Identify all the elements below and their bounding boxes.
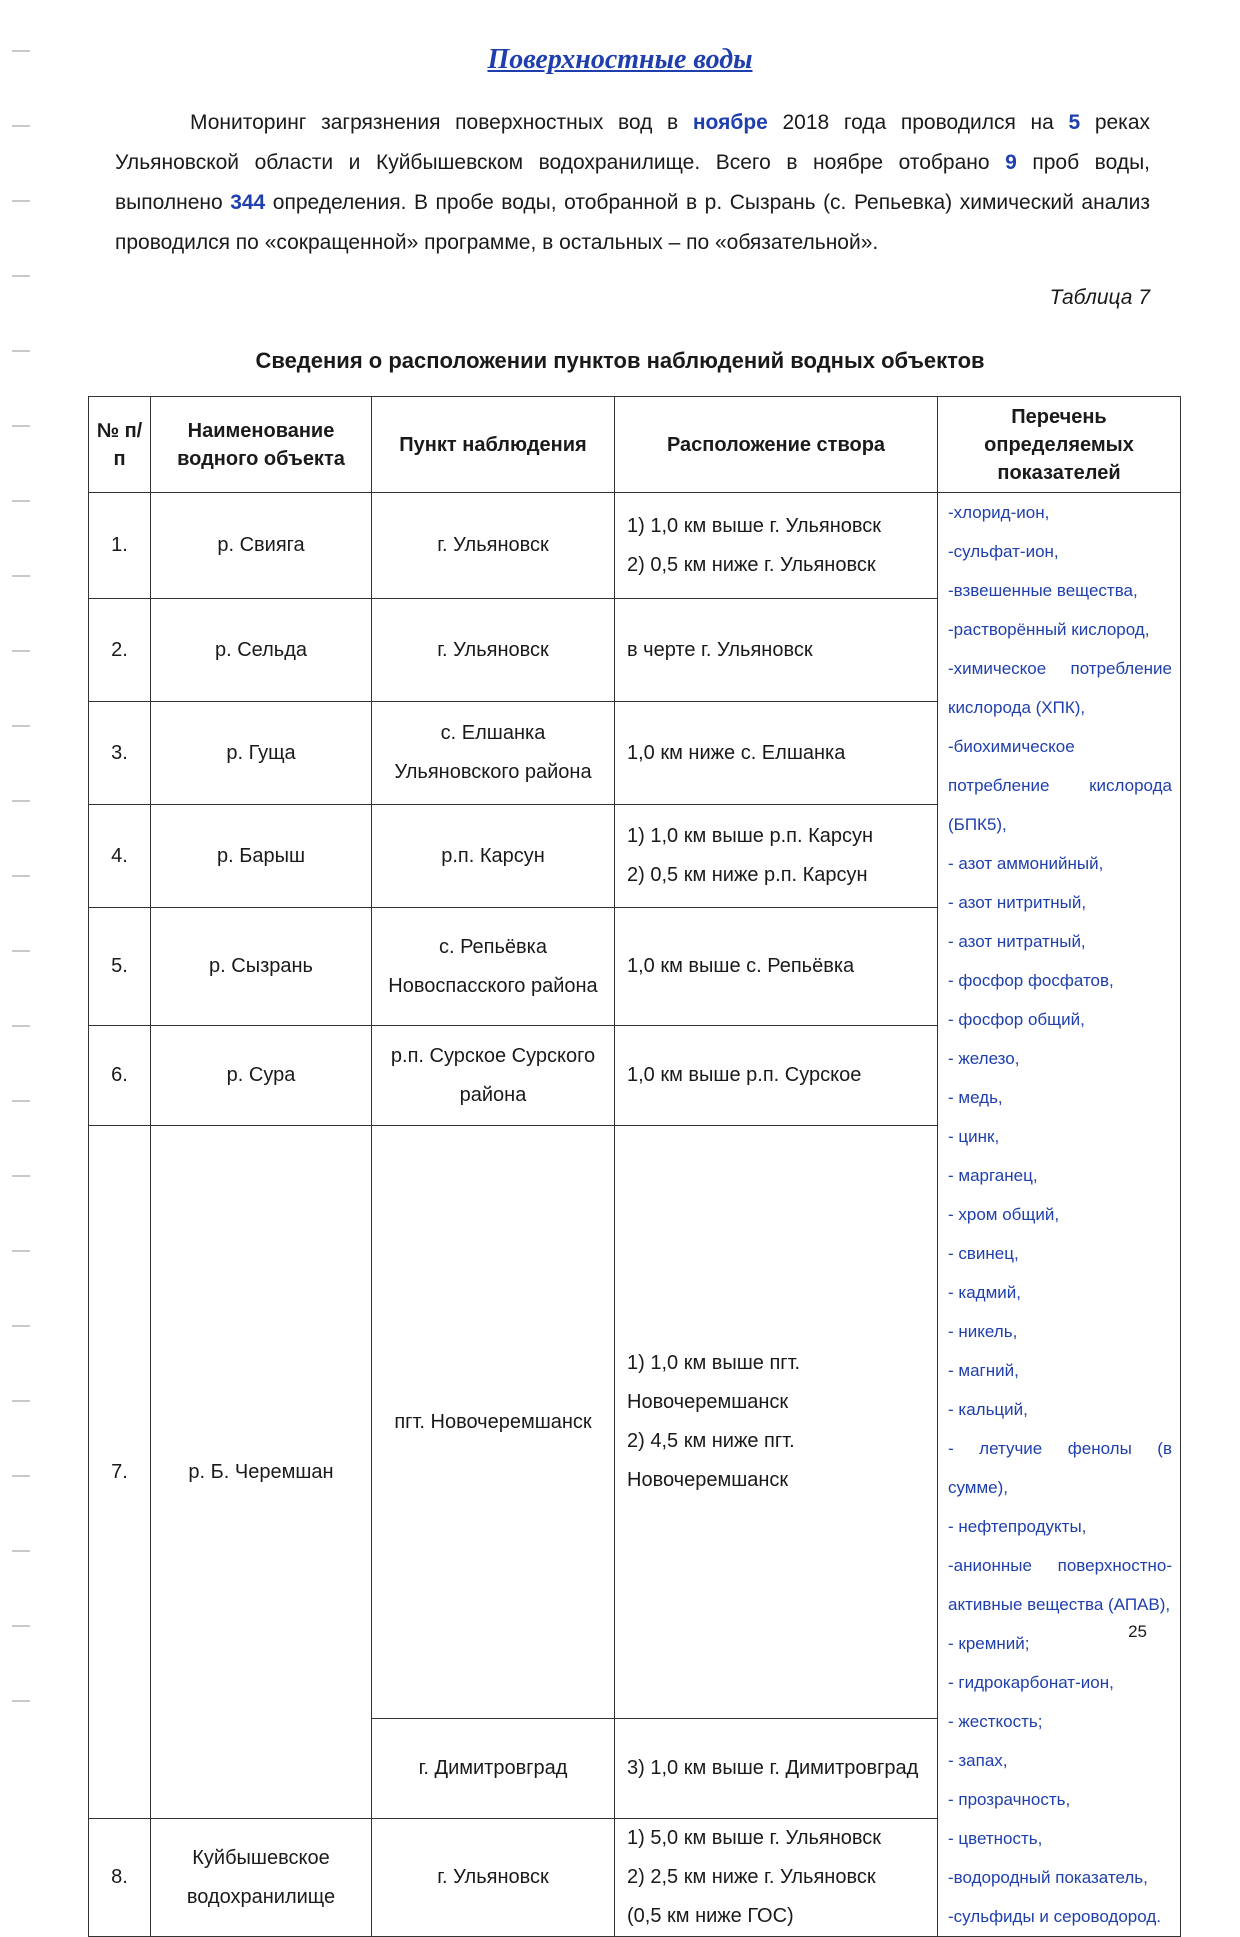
binder-tick bbox=[12, 1550, 30, 1552]
location-line: 3) 1,0 км выше г. Димитровград bbox=[627, 1757, 919, 1779]
observation-point: г. Ульяновск bbox=[372, 599, 615, 702]
location-line: 1,0 км выше р.п. Сурское bbox=[627, 1064, 862, 1086]
indicator-item: - фосфор общий, bbox=[948, 1010, 1085, 1029]
indicator-item: - нефтепродукты, bbox=[948, 1517, 1087, 1536]
observation-point: г. Ульяновск bbox=[372, 493, 615, 599]
header-indicators: Перечень определяемых показателей bbox=[938, 397, 1181, 493]
binder-tick bbox=[12, 1100, 30, 1102]
observation-point: г. Ульяновск bbox=[372, 1819, 615, 1937]
section-location bbox=[615, 908, 938, 1026]
indicator-item: - хром общий, bbox=[948, 1205, 1060, 1224]
observation-point: с. Репьёвка Новоспасского района bbox=[372, 908, 615, 1026]
page-title: Поверхностные воды bbox=[487, 44, 753, 75]
water-body-name: р. Сельда bbox=[151, 599, 372, 702]
indicator-item: - никель, bbox=[948, 1322, 1018, 1341]
intro-text-3: реках Ульяновской области и Куйбышевском водохранилище. Всего в ноябре отобрано bbox=[115, 111, 1151, 174]
section-location bbox=[615, 599, 938, 702]
section-location bbox=[615, 1719, 938, 1819]
table-number: Таблица 7 bbox=[1049, 286, 1150, 309]
indicator-item: - свинец, bbox=[948, 1244, 1019, 1263]
section-location bbox=[615, 1126, 938, 1719]
binder-tick bbox=[12, 1250, 30, 1252]
indicator-item: - цинк, bbox=[948, 1127, 1000, 1146]
intro-determinations-count: 344 bbox=[230, 191, 266, 214]
indicator-item: -сульфат-ион, bbox=[948, 542, 1059, 561]
row-num: 2. bbox=[89, 599, 151, 702]
binder-tick bbox=[12, 875, 30, 877]
binder-tick bbox=[12, 950, 30, 952]
indicator-item: -анионные поверхностно-активные вещества (АПАВ), bbox=[948, 1556, 1172, 1614]
location-line: (0,5 км ниже ГОС) bbox=[627, 1905, 794, 1927]
water-body-name: р. Барыш bbox=[151, 805, 372, 908]
row-num: 8. bbox=[89, 1819, 151, 1937]
indicator-item: -сульфиды и сероводород. bbox=[948, 1907, 1161, 1926]
indicator-item: - прозрачность, bbox=[948, 1790, 1071, 1809]
indicator-item: -химическое потребление кислорода (ХПК), bbox=[948, 659, 1172, 717]
header-name: Наименование водного объекта bbox=[151, 397, 372, 493]
indicator-item: - кадмий, bbox=[948, 1283, 1021, 1302]
binder-tick bbox=[12, 1475, 30, 1477]
indicator-item: - азот аммонийный, bbox=[948, 854, 1104, 873]
table-title: Сведения о расположении пунктов наблюдений водных объектов bbox=[255, 348, 985, 373]
observation-point: г. Димитровград bbox=[372, 1719, 615, 1819]
location-line: 1) 5,0 км выше г. Ульяновск bbox=[627, 1827, 882, 1849]
intro-text-1: Мониторинг загрязнения поверхностных вод в bbox=[190, 111, 693, 134]
indicator-item: -хлорид-ион, bbox=[948, 503, 1050, 522]
indicator-item: - железо, bbox=[948, 1049, 1020, 1068]
table-header-row bbox=[89, 397, 1181, 493]
table-row bbox=[89, 493, 1181, 599]
section-location bbox=[615, 1026, 938, 1126]
binder-tick bbox=[12, 1025, 30, 1027]
location-line: 2) 0,5 км ниже р.п. Карсун bbox=[627, 864, 868, 886]
location-line: 1,0 км выше с. Репьёвка bbox=[627, 955, 855, 977]
binder-tick bbox=[12, 1325, 30, 1327]
binder-tick bbox=[12, 725, 30, 727]
header-num: № п/п bbox=[89, 397, 151, 493]
location-line: 1) 1,0 км выше р.п. Карсун bbox=[627, 825, 874, 847]
indicators-list bbox=[938, 493, 1181, 1937]
row-num: 4. bbox=[89, 805, 151, 908]
row-num: 1. bbox=[89, 493, 151, 599]
indicator-item: - марганец, bbox=[948, 1166, 1038, 1185]
header-point: Пункт наблюдения bbox=[372, 397, 615, 493]
location-line: в черте г. Ульяновск bbox=[627, 638, 813, 661]
intro-text-2: 2018 года проводился на bbox=[767, 111, 1069, 134]
observation-point: с. Елшанка Ульяновского района bbox=[372, 702, 615, 805]
water-body-name: р. Сура bbox=[151, 1026, 372, 1126]
binder-tick bbox=[12, 650, 30, 652]
water-body-name: р. Б. Черемшан bbox=[151, 1126, 372, 1819]
row-num: 5. bbox=[89, 908, 151, 1026]
observation-point: р.п. Карсун bbox=[372, 805, 615, 908]
binder-tick bbox=[12, 500, 30, 502]
page-number: 25 bbox=[1128, 1622, 1147, 1641]
binder-tick bbox=[12, 1700, 30, 1702]
indicator-item: -биохимическое потребление кислорода (БПК5), bbox=[948, 737, 1172, 834]
indicator-item: - магний, bbox=[948, 1361, 1019, 1380]
indicator-item: -водородный показатель, bbox=[948, 1868, 1148, 1887]
binder-tick bbox=[12, 1625, 30, 1627]
indicator-item: - цветность, bbox=[948, 1829, 1043, 1848]
header-location: Расположение створа bbox=[615, 397, 938, 493]
intro-text-5: определения. В пробе воды, отобранной в р. Сызрань (с. Репьевка) химический анализ проводился по «сокращенной» программе, в остальных – по «обязательной». bbox=[115, 191, 1150, 254]
binder-tick bbox=[12, 800, 30, 802]
section-location bbox=[615, 805, 938, 908]
location-line: 2) 0,5 км ниже г. Ульяновск bbox=[627, 553, 876, 576]
indicator-item: -растворённый кислород, bbox=[948, 620, 1150, 639]
section-location bbox=[615, 493, 938, 599]
observation-point: пгт. Новочеремшанск bbox=[372, 1126, 615, 1719]
binder-tick bbox=[12, 200, 30, 202]
binder-tick bbox=[12, 1175, 30, 1177]
indicator-item: - жесткость; bbox=[948, 1712, 1043, 1731]
indicator-item: - медь, bbox=[948, 1088, 1003, 1107]
indicator-item: - летучие фенолы (в сумме), bbox=[948, 1439, 1172, 1497]
indicator-item: - кальций, bbox=[948, 1400, 1028, 1419]
water-body-name: Куйбышевское водохранилище bbox=[151, 1819, 372, 1937]
row-num: 6. bbox=[89, 1026, 151, 1126]
binder-tick bbox=[12, 425, 30, 427]
indicator-item: - азот нитратный, bbox=[948, 932, 1086, 951]
location-line: 1,0 км ниже с. Елшанка bbox=[627, 741, 846, 764]
observation-point: р.п. Сурское Сурского района bbox=[372, 1026, 615, 1126]
intro-rivers-count: 5 bbox=[1068, 111, 1081, 134]
binder-tick bbox=[12, 575, 30, 577]
indicator-item: -взвешенные вещества, bbox=[948, 581, 1138, 600]
water-body-name: р. Свияга bbox=[151, 493, 372, 599]
row-num: 3. bbox=[89, 702, 151, 805]
row-num: 7. bbox=[89, 1126, 151, 1819]
intro-samples-count: 9 bbox=[1005, 151, 1017, 174]
binder-tick bbox=[12, 275, 30, 277]
indicator-item: - азот нитритный, bbox=[948, 893, 1087, 912]
location-line: 1) 1,0 км выше г. Ульяновск bbox=[627, 514, 882, 537]
location-line: 2) 4,5 км ниже пгт. Новочеремшанск bbox=[627, 1430, 795, 1491]
binder-tick bbox=[12, 125, 30, 127]
intro-text-4: проб воды, выполнено bbox=[115, 151, 1150, 214]
indicator-item: - запах, bbox=[948, 1751, 1008, 1770]
section-location bbox=[615, 702, 938, 805]
binder-tick bbox=[12, 1400, 30, 1402]
indicator-item: - фосфор фосфатов, bbox=[948, 971, 1114, 990]
indicator-item: - гидрокарбонат-ион, bbox=[948, 1673, 1114, 1692]
location-line: 2) 2,5 км ниже г. Ульяновск bbox=[627, 1866, 876, 1888]
water-body-name: р. Сызрань bbox=[151, 908, 372, 1026]
intro-paragraph bbox=[115, 103, 1150, 263]
location-line: 1) 1,0 км выше пгт. Новочеремшанск bbox=[627, 1352, 801, 1413]
water-body-name: р. Гуща bbox=[151, 702, 372, 805]
intro-month: ноябре bbox=[692, 111, 768, 134]
observation-points-table bbox=[88, 396, 1181, 1937]
indicator-item: - кремний; bbox=[948, 1634, 1030, 1653]
section-location bbox=[615, 1819, 938, 1937]
binder-margin bbox=[0, 0, 40, 1753]
